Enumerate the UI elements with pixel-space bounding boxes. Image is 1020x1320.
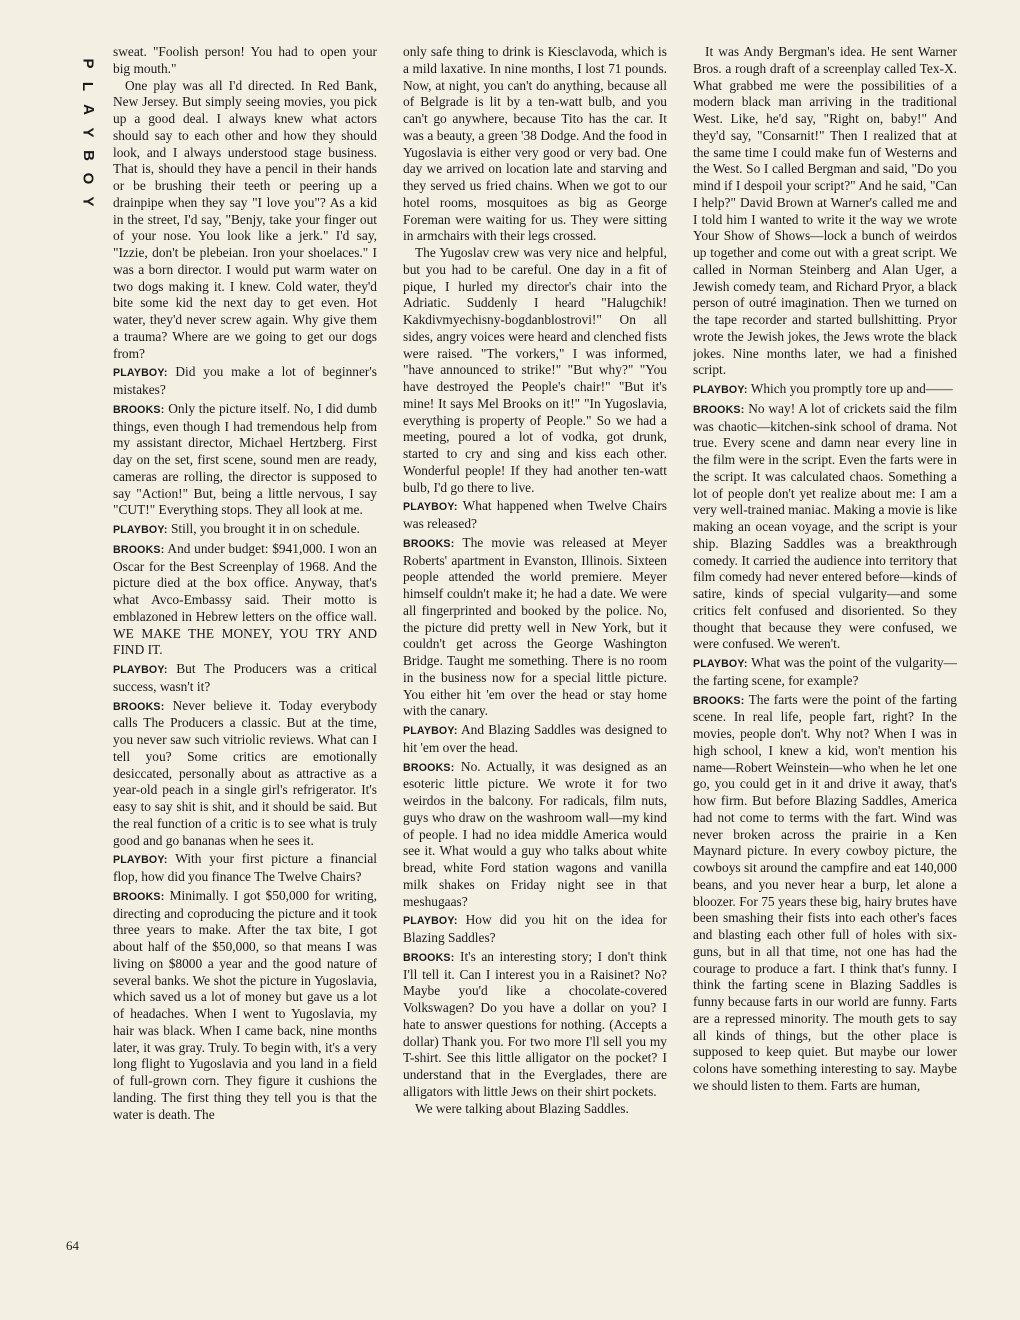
- paragraph-text: What happened when Twelve Chairs was released?: [403, 498, 667, 531]
- paragraph-text: It was Andy Bergman's idea. He sent Warner Bros. a rough draft of a screenplay called Tex-X. What grabbed me were the possibilities of a modern black man arriving in the traditional West. Like, he'd say, "Right on, baby!" And they'd say, "Consarnit!" Then I realized that at the same time I could make fun of Westerns and the West. So I called Bergman and said, "Do you mind if I despoil your script?" And he said, "Can I help?" David Brown at Warner's called me and I told him I wanted to write it the way we wrote Your Show of Shows—lock a bunch of weirdos up together and come out with a great script. We called in Norman Steinberg and Alan Uger, a Jewish comedy team, and Richard Pryor, a black person of outré imagination. Then we turned on the tape recorder and started bullshitting. Pryor wrote the Jewish jokes, the Jews wrote the black jokes. Nine months later, we had a finished script.: [693, 44, 957, 378]
- speaker-label: PLAYBOY:: [113, 524, 168, 536]
- speaker-label: BROOKS:: [113, 890, 165, 903]
- paragraph: [403, 722, 667, 757]
- paragraph: [693, 655, 957, 690]
- speaker-label: PLAYBOY:: [113, 854, 168, 867]
- title-letter: Y: [79, 196, 97, 207]
- paragraph: [403, 912, 667, 947]
- paragraph: [113, 364, 377, 399]
- speaker-label: PLAYBOY:: [113, 367, 168, 380]
- paragraph: [403, 1101, 667, 1118]
- magazine-title-vertical: [77, 52, 99, 213]
- speaker-label: BROOKS:: [693, 694, 745, 707]
- paragraph: [693, 692, 957, 1095]
- paragraph-text: And Blazing Saddles was designed to hit 'em over the head.: [403, 722, 667, 755]
- paragraph: [113, 888, 377, 1124]
- paragraph-text: No. Actually, it was designed as an esoteric little picture. We wrote it for two weirdos in the balcony. For radicals, film nuts, guys who draw on the washroom wall—my kind of people. I had no idea middle America would see it. What would a guy who talks about white bread, white Ford station wagons and vanilla milk shakes on Friday night see in that meshugaas?: [403, 758, 667, 909]
- title-letter: L: [79, 81, 97, 92]
- paragraph: [403, 498, 667, 533]
- speaker-label: PLAYBOY:: [403, 501, 458, 514]
- paragraph: [113, 661, 377, 696]
- paragraph-text: With your first picture a financial flop, how did you finance The Twelve Chairs?: [113, 851, 377, 884]
- title-letter: P: [79, 58, 97, 69]
- paragraph-text: Never believe it. Today everybody calls The Producers a classic. But at the time, you never saw such vitriolic reviews. What can I tell you? Some critics are emotionally desiccated, personally about as attractive as a year-old peach in a single girl's refrigerator. It's easy to say shit is shit, and it should be said. But the real function of a critic is to see what is truly good and go bananas when he sees it.: [113, 697, 377, 848]
- speaker-label: PLAYBOY:: [403, 915, 458, 928]
- paragraph-text: Did you make a lot of beginner's mistakes?: [113, 364, 377, 397]
- speaker-label: BROOKS:: [403, 761, 455, 774]
- paragraph-text: One play was all I'd directed. In Red Bank, New Jersey. But simply seeing movies, you pick up a good deal. I always knew what actors should say to each other and how they should look, and I always understood stage business. That is, should they have a pencil in their hands or be brushing their teeth or peering up a drainpipe when they say "I love you"? As a kid in the street, I'd say, "Benjy, take your finger out of your nose. You look like a jerk." I'd say, "Izzie, don't be plebeian. Iron your shoelaces." I was a born director. I would put warm water on two dogs making it. I knew. Cold water, they'd bite some kid the next day to get even. Hot water, they'd never screw again. Why give them a trauma? Where are we going to get our dogs from?: [113, 77, 377, 361]
- paragraph-text: What was the point of the vulgarity—the farting scene, for example?: [693, 655, 957, 688]
- paragraph-text: Minimally. I got $50,000 for writing, directing and coproducing the picture and it took three years to make. After the tax bite, I got about half of the $50,000, so that means I was living on $8000 a year and the good nature of several banks. We shot the picture in Yugoslavia, which saved us a lot of money but gave us a lot of headaches. When I went to Yugoslavia, my hair was black. When I came back, nine months later, it was gray. Truly. To begin with, it's a very long flight to Yugoslavia and you land in a field of full-grown corn. They figure it cushions the landing. The first thing they tell you is that the water is death. The: [113, 887, 377, 1122]
- paragraph-text: No way! A lot of crickets said the film was chaotic—kitchen-sink school of drama. Not true. Every scene and damn near every line in the film were in the script. Even the farts were in the script. It was calculated chaos. Something a lot of people don't yet realize about me: I am a very well-trained maniac. Making a movie is like making an ocean voyage, and the script is your ship. Blazing Saddles was a breakthrough comedy. It carried the audience into territory that film comedy had never entered before—kinds of satire, kinds of special vulgarity—and some critics felt confused and disoriented. So they thought that because they were confused, we were confused. We weren't.: [693, 400, 957, 652]
- title-letter: Y: [79, 127, 97, 138]
- paragraph: [693, 381, 957, 399]
- speaker-label: BROOKS:: [403, 537, 455, 550]
- text-column-1: [113, 44, 377, 1266]
- paragraph: [403, 44, 667, 245]
- paragraph-text: But The Producers was a critical success, wasn't it?: [113, 661, 377, 694]
- speaker-label: BROOKS:: [113, 543, 165, 556]
- paragraph-text: sweat. "Foolish person! You had to open your big mouth.": [113, 44, 377, 76]
- paragraph-text: Which you promptly tore up and——: [750, 381, 953, 396]
- speaker-label: BROOKS:: [113, 403, 165, 416]
- paragraph-text: It's an interesting story; I don't think I'll tell it. Can I interest you in a Raisinet? No? Maybe you'd like a chocolate-covered Volkswagen? Do you have a dollar on you? I hate to answer questions for nothing. (Accepts a dollar) Thank you. For two more I'll sell you my T-shirt. See this little alligator on the pocket? I understand that in the Everglades, there are alligators with little Jews on their shirt pockets.: [403, 948, 667, 1099]
- paragraph-text: The movie was released at Meyer Roberts' apartment in Evanston, Illinois. Sixteen people attended the world premiere. Meyer himself couldn't make it; he had a date. We were all fingerprinted and booked by the police. No, the picture did pretty well in New York, but it couldn't get across the George Washington Bridge. Taught me something. There is no room in the business now for a special little picture. You either hit 'em over the head or stay home with the canary.: [403, 534, 667, 719]
- paragraph-text: Only the picture itself. No, I did dumb things, even though I had tremendous help from my assistant director, Michael Hertzberg. First day on the set, first scene, sound men are ready, cameras are rolling, the director is supposed to say "Action!" But, being a little nervous, I say "CUT!" Everything stops. They all look at me.: [113, 400, 377, 518]
- paragraph: [403, 535, 667, 720]
- title-letter: B: [79, 150, 97, 161]
- speaker-label: PLAYBOY:: [113, 664, 168, 676]
- speaker-label: PLAYBOY:: [693, 384, 748, 396]
- paragraph-text: The Yugoslav crew was very nice and helpful, but you had to be careful. One day in a fit of pique, I hurled my director's chair into the Adriatic. Suddenly I heard "Halugchik! Kakdivmyechisny-bogdanblostrovi!" On all sides, angry voices were heard and clenched fists were raised. "The vorkers," I was informed, "have announced to strike!" "But why?" "You have destroyed the People's chair!" "But it's mine! It says Mel Brooks on it!" "In Yugoslavia, everything is property of People." So we had a meeting, poured a lot of vodka, got drunk, started to cry and sing and kiss each other. Wonderful people! If they had another ten-watt bulb, I'd go there to live.: [403, 245, 667, 495]
- paragraph-text: How did you hit on the idea for Blazing Saddles?: [403, 912, 667, 945]
- paragraph: [113, 521, 377, 539]
- speaker-label: BROOKS:: [113, 700, 165, 713]
- paragraph: [403, 759, 667, 911]
- paragraph-text: The farts were the point of the farting scene. In real life, people fart, right? In the movies, people don't. Why not? When I was in high school, I knew a kid, won't mention his name—Robert Weinstein—who when he let one go, you could get in it and drive it away, that's how firm. But before Blazing Saddles, America had not come to terms with the fart. Wind was never broken across the prairie in a Ken Maynard picture. In every cowboy picture, the cowboys sit around the campfire and eat 140,000 beans, and you never hear a burp, let alone a bloozer. For 75 years these big, hairy brutes have been smashing their fists into each other's faces and blasting each other full of holes with six-guns, but in all that time, not one has had the courage to produce a fart. I think that's funny. I think the farting scene in Blazing Saddles is funny because farts in our world are funny. Farts are a repressed minority. The mouth gets to say all kinds of things, but the other place is supposed to keep quiet. But maybe our lower colons have something interesting to say. Maybe we should listen to them. Farts are human,: [693, 691, 957, 1093]
- text-column-2: [403, 44, 667, 1266]
- paragraph: [113, 44, 377, 78]
- paragraph: [113, 698, 377, 850]
- speaker-label: BROOKS:: [693, 403, 745, 416]
- paragraph: [113, 851, 377, 886]
- speaker-label: PLAYBOY:: [693, 658, 748, 670]
- paragraph-text: Still, you brought it in on schedule.: [170, 521, 360, 536]
- paragraph: [403, 245, 667, 496]
- paragraph: [113, 78, 377, 363]
- speaker-label: BROOKS:: [403, 951, 455, 964]
- paragraph-text: We were talking about Blazing Saddles.: [415, 1100, 629, 1116]
- speaker-label: PLAYBOY:: [403, 725, 458, 737]
- page-number: 64: [66, 1238, 79, 1253]
- paragraph-text: only safe thing to drink is Kiesclavoda, which is a mild laxative. In nine months, I lost 71 pounds. Now, at night, you can't do anything, because all of Belgrade is lit by a ten-watt bulb, and you can't go anywhere, because Tito has the car. It was a beauty, a green '38 Dodge. And the food in Yugoslavia is either very good or very bad. One day we arrived on location late and starving and they served us fried chains. When we got to our hotel rooms, mosquitoes as big as George Foreman were waiting for us. They were sitting in armchairs with their legs crossed.: [403, 44, 667, 244]
- paragraph: [113, 541, 377, 659]
- text-column-3: [693, 44, 957, 1266]
- paragraph-text: And under budget: $941,000. I won an Oscar for the Best Screenplay of 1968. And the picture died at the box office. Anyway, that's what Avco-Embassy said. Their motto is emblazoned in Hebrew letters on the office wall. WE MAKE THE MONEY, YOU TRY AND FIND IT.: [113, 540, 377, 658]
- paragraph: [403, 949, 667, 1101]
- title-letter: A: [79, 104, 97, 115]
- title-letter: O: [79, 172, 97, 185]
- paragraph: [693, 44, 957, 379]
- paragraph: [693, 401, 957, 653]
- paragraph: [113, 401, 377, 519]
